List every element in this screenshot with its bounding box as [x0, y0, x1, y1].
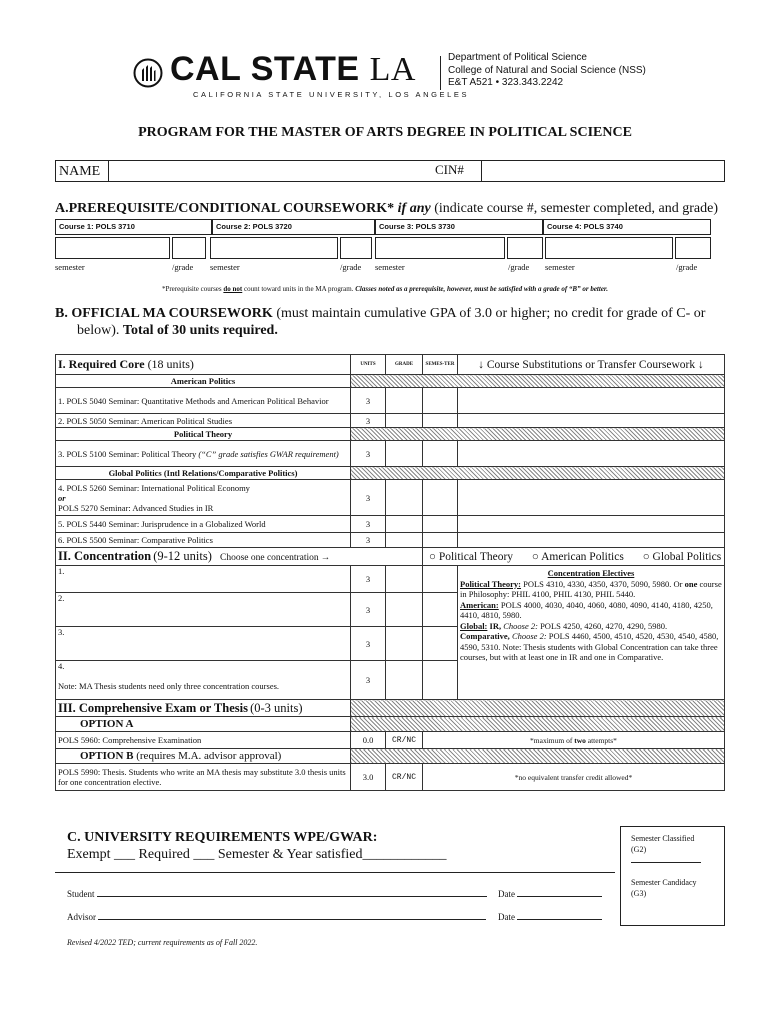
- section-c-heading: C. UNIVERSITY REQUIREMENTS WPE/GWAR:: [67, 830, 378, 845]
- concentration-1-course[interactable]: 1.: [56, 566, 351, 593]
- electives-phil: course in Philosophy: PHIL 4100, PHIL 4130, PHIL 5440.: [460, 578, 722, 599]
- name-field[interactable]: [108, 161, 481, 181]
- option-a-row: [56, 717, 725, 732]
- american-politics-label: American Politics: [56, 375, 351, 388]
- electives-co: POLS 4460, 4500, 4510, 4520, 4530, 4540, 4580, 4590, 5310. Note: Thesis students with Global Concentration can take three courses, but with at least one in IR and one in Comparative.: [460, 631, 719, 662]
- course-5440-grade-cell[interactable]: [386, 516, 423, 533]
- course-5100-cell: [56, 441, 351, 467]
- concentration-2-grade-cell[interactable]: [386, 593, 423, 627]
- course-4-semester-label: semester: [545, 262, 575, 272]
- exam-units: (0-3 units): [250, 700, 303, 715]
- option-american-politics[interactable]: ○ American Politics: [531, 550, 624, 563]
- course-5260-grade-cell[interactable]: [386, 480, 423, 516]
- course-3-grade-field[interactable]: [507, 237, 543, 259]
- student-date-row: [498, 889, 602, 899]
- course-5260-semester-cell[interactable]: [423, 480, 458, 516]
- course-5040-units: 3: [351, 388, 386, 414]
- cin-field[interactable]: [481, 161, 726, 181]
- name-label: NAME: [59, 164, 101, 179]
- course-2-semester-field[interactable]: [210, 237, 338, 259]
- hatch-fill: [351, 428, 725, 441]
- option-b-cell: [56, 749, 351, 764]
- concentration-2-semester-cell[interactable]: [423, 593, 458, 627]
- section-b-title: B. OFFICIAL MA COURSEWORK: [55, 306, 273, 321]
- concentration-3-grade-cell[interactable]: [386, 627, 423, 661]
- concentration-1-semester-cell[interactable]: [423, 566, 458, 593]
- course-1-semester-field[interactable]: [55, 237, 170, 259]
- course-5040-semester-cell[interactable]: [423, 388, 458, 414]
- coursework-table: [55, 354, 725, 791]
- course-5100-grade-cell[interactable]: [386, 441, 423, 467]
- semester-candidacy-label: Semester Candidacy (G3): [631, 878, 697, 898]
- course-5500-grade-cell[interactable]: [386, 533, 423, 548]
- course-row-5100: [56, 441, 725, 467]
- course-5050-units: 3: [351, 414, 386, 428]
- concentration-3-course[interactable]: 3.: [56, 627, 351, 661]
- course-3-label: Course 3: POLS 3730: [375, 219, 543, 235]
- course-5100-name: 3. POLS 5100 Seminar: Political Theory: [58, 448, 197, 459]
- political-theory-label: Political Theory: [56, 428, 351, 441]
- course-5990-crnc: CR/NC: [386, 764, 423, 791]
- option-political-theory[interactable]: ○ Political Theory: [429, 550, 514, 563]
- concentration-options-cell: [423, 548, 725, 566]
- section-b-below: below).: [77, 323, 120, 338]
- concentration-4-semester-cell[interactable]: [423, 661, 458, 700]
- logo-wordmark: [170, 50, 416, 89]
- course-5040-substitution-cell[interactable]: [458, 388, 725, 414]
- electives-co-label: Comparative,: [460, 631, 510, 641]
- option-b-row: [56, 749, 725, 764]
- electives-gl-ir: IR,: [489, 620, 502, 631]
- electives-pt-label: Political Theory:: [460, 578, 521, 589]
- course-1-semester-label: semester: [55, 262, 85, 272]
- course-5050-name: 2. POLS 5050 Seminar: American Political Studies: [56, 414, 351, 428]
- header-divider: [440, 56, 441, 90]
- semester-status-box: [620, 826, 725, 926]
- semester-classified-label: Semester Classified (G2): [631, 834, 695, 854]
- prerequisite-note: [0, 285, 770, 293]
- course-row-5050: [56, 414, 725, 428]
- section-c: [67, 829, 447, 863]
- course-3-semester-field[interactable]: [375, 237, 505, 259]
- course-2-grade-field[interactable]: [340, 237, 372, 259]
- course-5100-note: (“C” grade satisfies GWAR requirement): [198, 448, 339, 459]
- wpe-status-line[interactable]: Exempt ___ Required ___ Semester & Year satisfied____________: [67, 847, 447, 862]
- course-5100-semester-cell[interactable]: [423, 441, 458, 467]
- hatch-fill: [351, 749, 725, 764]
- max-attempts-two: two: [574, 735, 586, 745]
- logo-calstate: CAL STATE: [170, 50, 360, 88]
- core-header-row: [56, 355, 725, 375]
- concentration-1-grade-cell[interactable]: [386, 566, 423, 593]
- course-1-grade-field[interactable]: [172, 237, 206, 259]
- course-row-5040: [56, 388, 725, 414]
- concentration-row-1: [56, 566, 725, 593]
- course-row-5260: [56, 480, 725, 516]
- course-5050-grade-cell[interactable]: [386, 414, 423, 428]
- course-5440-name: 5. POLS 5440 Seminar: Jurisprudence in a Globalized World: [56, 516, 351, 533]
- course-5500-units: 3: [351, 533, 386, 548]
- advisor-signature-field[interactable]: [98, 919, 486, 920]
- prereq-note-c: Classes noted as a prerequisite, however, must be satisfied with a grade of “B” or better.: [355, 285, 609, 293]
- course-5260-substitution-cell[interactable]: [458, 480, 725, 516]
- course-5050-semester-cell[interactable]: [423, 414, 458, 428]
- concentration-2-units: 3: [351, 593, 386, 627]
- concentration-3-units: 3: [351, 627, 386, 661]
- course-5500-substitution-cell[interactable]: [458, 533, 725, 548]
- concentration-1-units: 3: [351, 566, 386, 593]
- concentration-3-semester-cell[interactable]: [423, 627, 458, 661]
- concentration-thesis-note: Note: MA Thesis students need only three concentration courses.: [58, 681, 280, 691]
- course-5960-units: 0.0: [351, 732, 386, 749]
- cin-label: CIN#: [435, 162, 464, 177]
- arrow-right-icon: →: [320, 553, 331, 563]
- student-signature-row: [67, 889, 487, 899]
- electives-gl-choose: Choose 2:: [503, 620, 538, 631]
- student-date-field[interactable]: [517, 896, 602, 897]
- department-info: [448, 52, 646, 90]
- prereq-note-a: *Prerequisite courses: [161, 285, 222, 293]
- concentration-2-course[interactable]: 2.: [56, 593, 351, 627]
- form-title: PROGRAM FOR THE MASTER OF ARTS DEGREE IN POLITICAL SCIENCE: [138, 125, 632, 140]
- course-5040-name: 1. POLS 5040 Seminar: Quantitative Methods and American Political Behavior: [56, 388, 351, 414]
- semester-classified-field[interactable]: [631, 862, 701, 863]
- course-5440-substitution-cell[interactable]: [458, 516, 725, 533]
- course-5960-note: [423, 732, 725, 749]
- exam-heading-cell: [56, 700, 351, 717]
- course-2-semester-label: semester: [210, 262, 240, 272]
- global-politics-label: Global Politics (Intl Relations/Comparative Politics): [56, 467, 351, 480]
- course-2-label: Course 2: POLS 3720: [212, 219, 375, 235]
- course-4-label: Course 4: POLS 3740: [543, 219, 711, 235]
- university-seal-logo: [133, 58, 163, 88]
- course-5990-name: POLS 5990: Thesis. Students who write an MA thesis may substitute 3.0 thesis units for one concentration elective.: [56, 764, 351, 791]
- electives-gl: POLS 4250, 4260, 4270, 4290, 5980.: [540, 620, 668, 631]
- course-5050-substitution-cell[interactable]: [458, 414, 725, 428]
- advisor-date-label: Date: [498, 912, 515, 922]
- course-5440-units: 3: [351, 516, 386, 533]
- concentration-header-row: [56, 548, 725, 566]
- prereq-note-b: count toward units in the MA program.: [244, 285, 354, 293]
- hatch-fill: [351, 717, 725, 732]
- course-4-grade-label: /grade: [676, 262, 698, 272]
- course-5960-crnc: CR/NC: [386, 732, 423, 749]
- electives-title: Concentration Electives: [547, 568, 635, 578]
- advisor-signature-row: [67, 912, 486, 922]
- course-5270-name: POLS 5270 Seminar: Advanced Studies in IR: [58, 502, 214, 513]
- student-date-label: Date: [498, 889, 515, 899]
- course-5440-semester-cell[interactable]: [423, 516, 458, 533]
- course-4-semester-field[interactable]: [545, 237, 673, 259]
- course-3-grade-label: /grade: [508, 262, 530, 272]
- course-4-grade-field[interactable]: [675, 237, 711, 259]
- course-1-grade-label: /grade: [172, 262, 194, 272]
- prereq-note-do-not: do not: [223, 285, 243, 293]
- course-5040-grade-cell[interactable]: [386, 388, 423, 414]
- hatch-fill: [351, 700, 725, 717]
- section-a-title: A.PREREQUISITE/CONDITIONAL COURSEWORK*: [55, 201, 395, 216]
- dept-name: Department of Political Science: [448, 52, 587, 63]
- core-heading: I. Required Core: [58, 357, 145, 371]
- electives-co-choose: Choose 2:: [511, 631, 547, 641]
- grade-column-header: GRADE: [386, 355, 423, 375]
- course-5500-name: 6. POLS 5500 Seminar: Comparative Politics: [56, 533, 351, 548]
- concentration-units: (9-12 units): [153, 549, 212, 563]
- section-a-if-any: if any: [397, 201, 431, 216]
- course-2-grade-label: /grade: [340, 262, 362, 272]
- course-5260-cell: [56, 480, 351, 516]
- choose-concentration: Choose one concentration: [220, 553, 319, 563]
- course-5260-units: 3: [351, 480, 386, 516]
- college-name: College of Natural and Social Science (NSS): [448, 64, 646, 76]
- section-b-heading: [55, 305, 735, 339]
- course-5260-name: 4. POLS 5260 Seminar: International Political Economy: [58, 482, 250, 493]
- semester-column-header: SEMES-TER: [423, 355, 458, 375]
- section-b-gpa-note: (must maintain cumulative GPA of 3.0 or higher; no credit for grade of C- or: [276, 306, 706, 321]
- advisor-date-field[interactable]: [517, 919, 602, 920]
- course-3-semester-label: semester: [375, 262, 405, 272]
- course-5960-name: POLS 5960: Comprehensive Examination: [56, 732, 351, 749]
- core-units: (18 units): [147, 357, 194, 371]
- course-5100-units: 3: [351, 441, 386, 467]
- option-global-politics[interactable]: ○ Global Politics: [642, 550, 722, 563]
- course-5500-semester-cell[interactable]: [423, 533, 458, 548]
- electives-am-label: American:: [460, 599, 499, 610]
- concentration-heading-cell: [56, 548, 423, 566]
- max-attempts-b: attempts*: [587, 735, 617, 745]
- course-1-label: Course 1: POLS 3710: [55, 219, 212, 235]
- electives-pt: POLS 4310, 4330, 4350, 4370, 5090, 5980.: [523, 578, 672, 589]
- course-5100-substitution-cell[interactable]: [458, 441, 725, 467]
- concentration-4-grade-cell[interactable]: [386, 661, 423, 700]
- section-b-total-units: Total of 30 units required.: [122, 323, 278, 338]
- course-row-5960: [56, 732, 725, 749]
- max-attempts-a: *maximum of: [530, 735, 573, 745]
- concentration-4-course: 4.: [58, 661, 65, 671]
- option-b-label: OPTION B: [80, 750, 134, 762]
- option-a-label: OPTION A: [56, 717, 351, 732]
- logo-subtitle: CALIFORNIA STATE UNIVERSITY, LOS ANGELES: [193, 90, 470, 99]
- american-politics-subheader: [56, 375, 725, 388]
- section-a-heading: [55, 201, 718, 217]
- substitutions-column-header: ↓ Course Substitutions or Transfer Coursework ↓: [458, 355, 725, 375]
- course-row-5440: [56, 516, 725, 533]
- logo-la: LA: [369, 51, 416, 88]
- exam-heading: III. Comprehensive Exam or Thesis: [58, 700, 248, 715]
- global-politics-subheader: [56, 467, 725, 480]
- revision-note: Revised 4/2022 TED; current requirements as of Fall 2022.: [67, 938, 258, 947]
- hatch-fill: [351, 467, 725, 480]
- electives-one: one: [684, 578, 698, 589]
- student-label: Student: [67, 889, 95, 899]
- electives-am: POLS 4000, 4030, 4040, 4060, 4080, 4090, 4140, 4180, 4250, 4410, 4810, 5980.: [460, 599, 713, 620]
- concentration-heading: II. Concentration: [58, 549, 152, 563]
- electives-or: Or: [673, 578, 683, 589]
- political-theory-subheader: [56, 428, 725, 441]
- advisor-label: Advisor: [67, 912, 96, 922]
- units-column-header: UNITS: [351, 355, 386, 375]
- student-signature-field[interactable]: [97, 896, 487, 897]
- course-5990-no-transfer: *no equivalent transfer credit allowed*: [423, 764, 725, 791]
- exam-header-row: [56, 700, 725, 717]
- electives-gl-label: Global:: [460, 620, 488, 631]
- concentration-electives-list: [458, 566, 725, 700]
- course-5990-units: 3.0: [351, 764, 386, 791]
- advisor-date-row: [498, 912, 602, 922]
- or-label: or: [58, 492, 66, 503]
- hatch-fill: [351, 375, 725, 388]
- dept-contact: E&T A521 • 323.343.2242: [448, 77, 564, 88]
- option-b-approval: (requires M.A. advisor approval): [136, 750, 282, 762]
- course-row-5990: [56, 764, 725, 791]
- section-divider: [55, 872, 615, 873]
- concentration-4-units: 3: [351, 661, 386, 700]
- course-row-5500: [56, 533, 725, 548]
- section-a-instructions: (indicate course #, semester completed, and grade): [434, 201, 719, 216]
- concentration-4-cell[interactable]: [56, 661, 351, 700]
- name-cin-row: [55, 160, 725, 182]
